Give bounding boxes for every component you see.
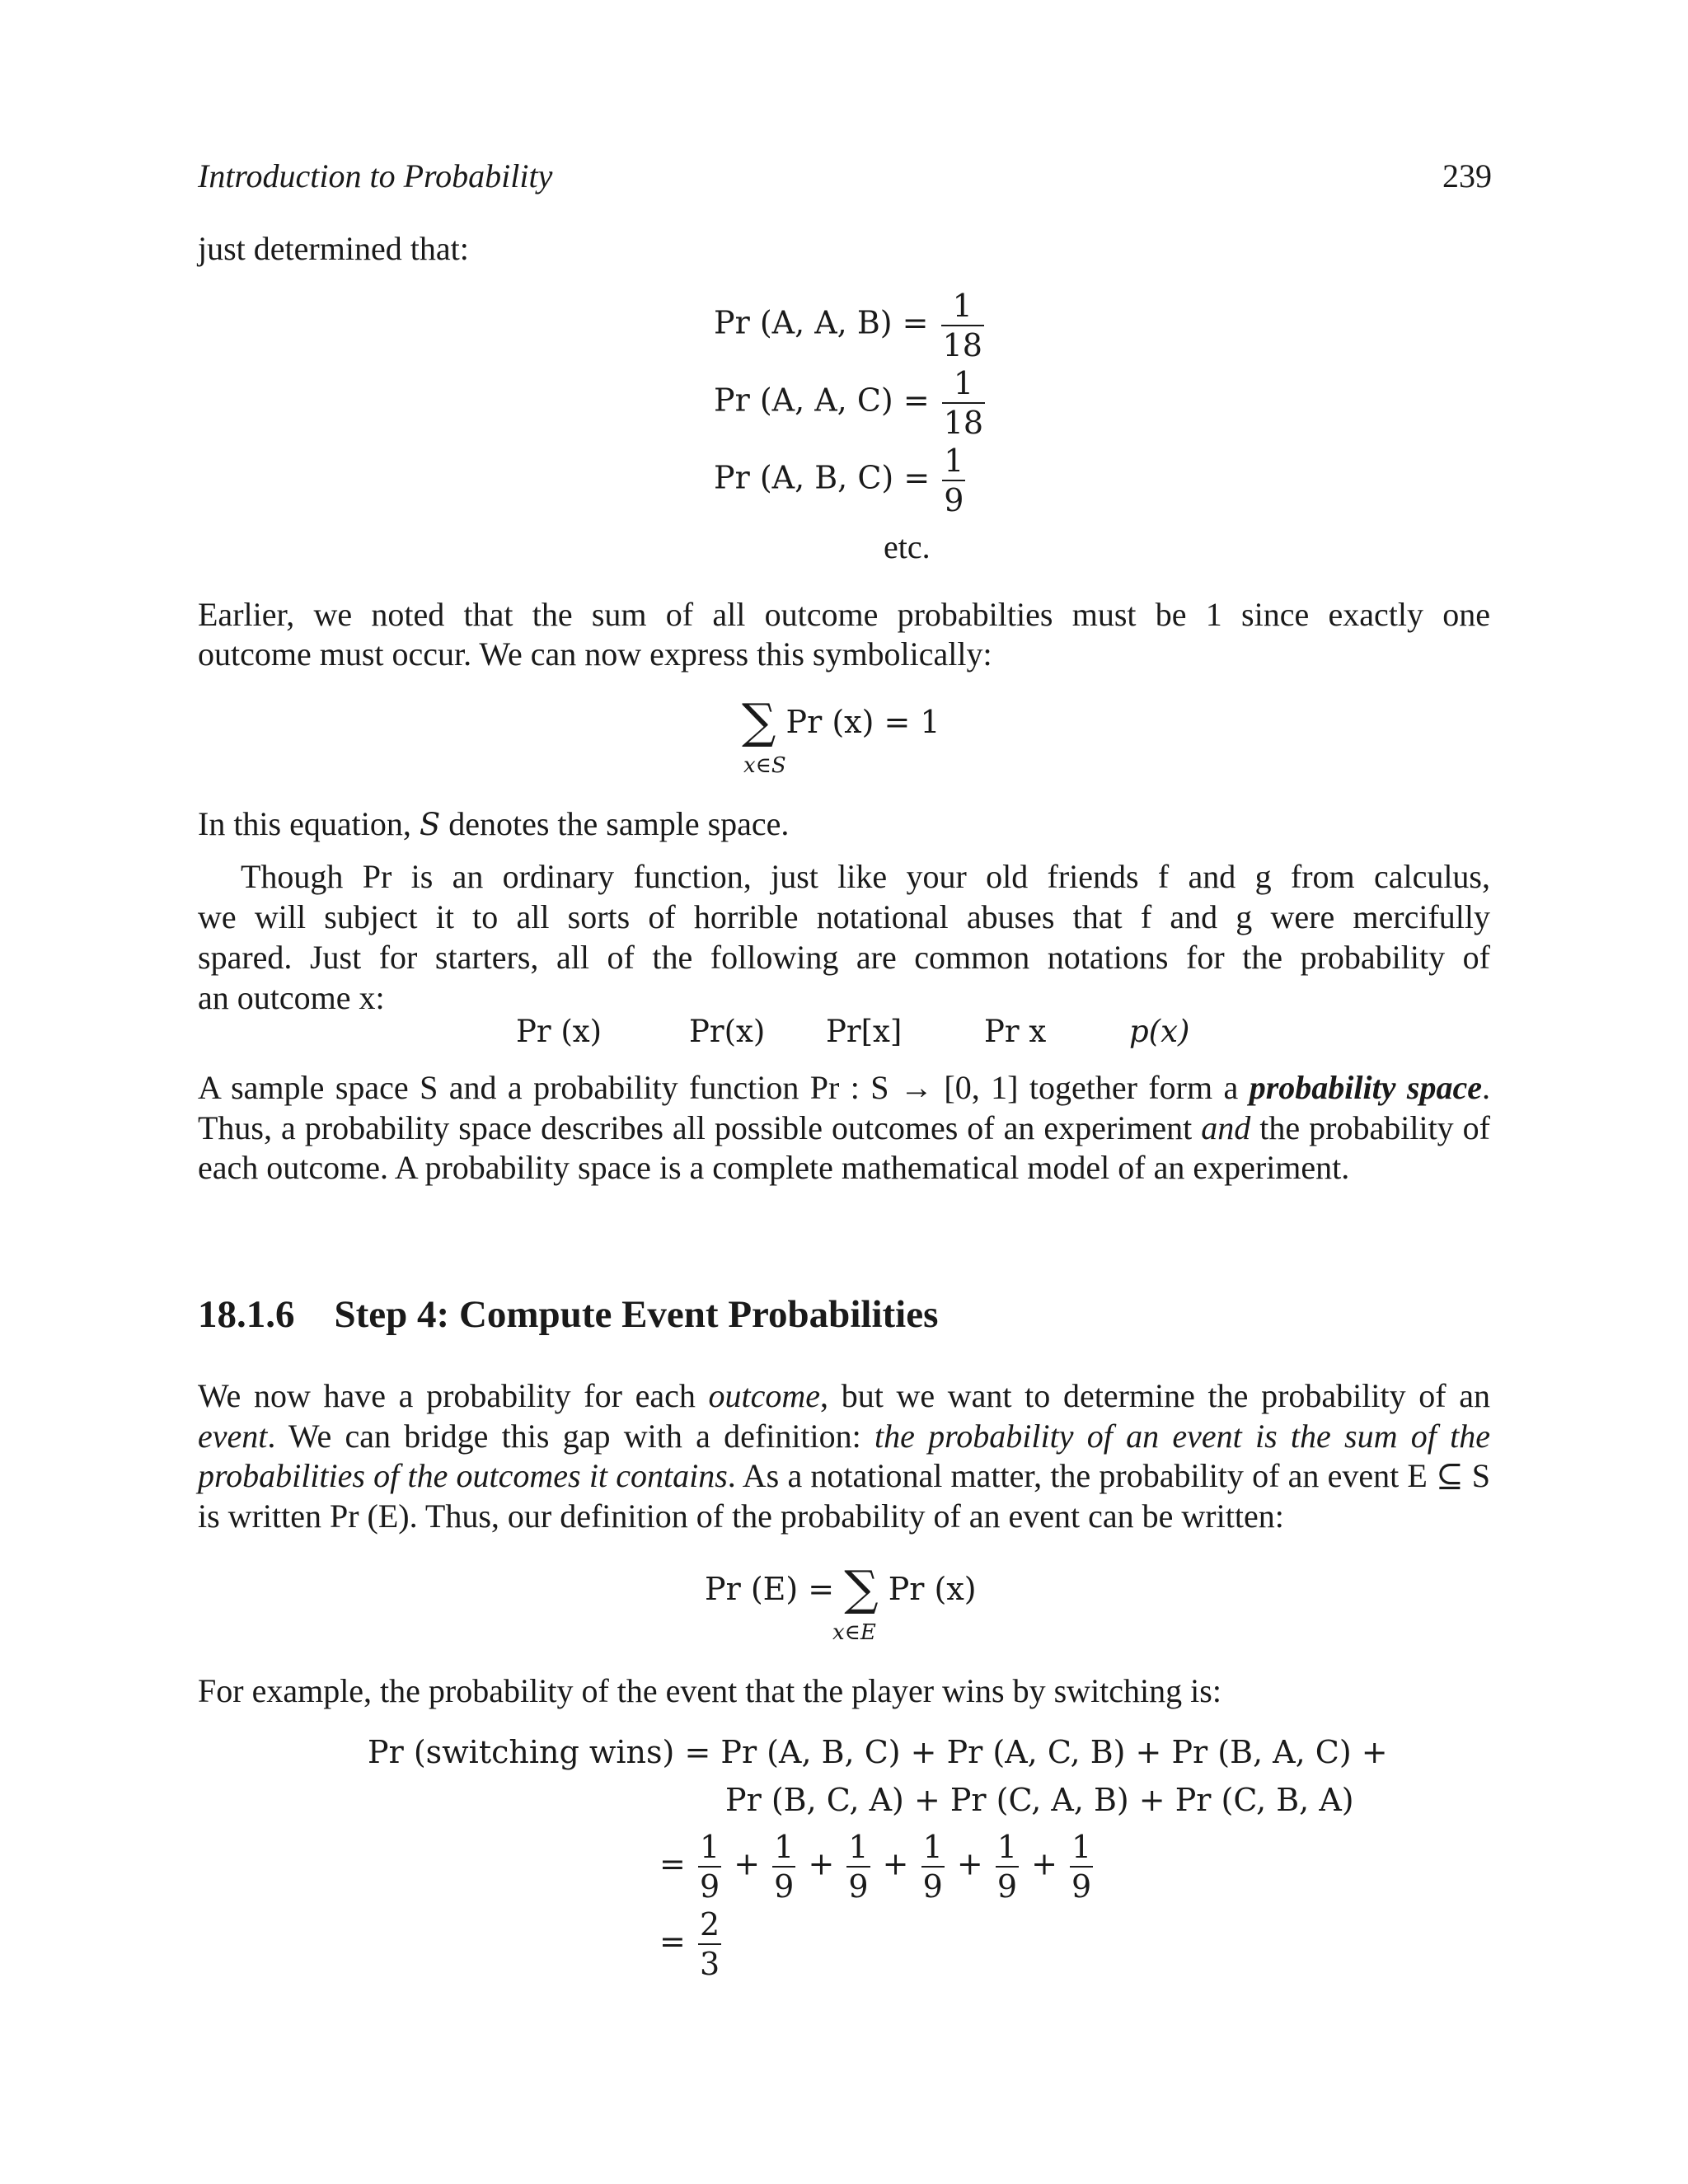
- sum-body: Pr (x) = 1: [785, 704, 940, 740]
- sigma-symbol: ∑: [742, 693, 776, 749]
- fraction: $\frac{2}{3}$: [699, 1906, 720, 1982]
- sum-para-line2: outcome must occur. We can now express this symbolically:: [198, 635, 992, 673]
- notation-item: Pr (x): [516, 1014, 603, 1049]
- notation-item: Pr x: [984, 1014, 1047, 1049]
- example-result: = $\frac{2}{3}$: [659, 1906, 720, 1982]
- section-title: Step 4: Compute Event Probabilities: [334, 1293, 939, 1336]
- fraction: $\frac{1}{9}$: [996, 1829, 1017, 1905]
- fraction: $\frac{1}{9}$: [1071, 1829, 1092, 1905]
- probability-space-para: A sample space S and a probability function Pr : S → [0, 1] together form a probability space. Thus, a probability space describes all possible outcomes of an experiment and the probability of each outcome. A probability space is a complete mathematical model of an experiment.: [198, 1069, 1491, 1186]
- equation-row: Pr (A, B, C) = $\frac{1}{9}$: [714, 443, 964, 518]
- fraction: $\frac{1}{9}$: [944, 443, 964, 518]
- fraction: $\frac{1}{18}$: [942, 288, 982, 363]
- equation-row: Pr (A, A, B) = $\frac{1}{18}$: [714, 288, 982, 363]
- fraction: $\frac{1}{9}$: [922, 1829, 943, 1905]
- etc-label: etc.: [884, 528, 931, 565]
- fraction: $\frac{1}{9}$: [848, 1829, 869, 1905]
- sigma-symbol: ∑: [844, 1560, 879, 1616]
- example-lead: For example, the probability of the event that the player wins by switching is:: [198, 1672, 1221, 1709]
- definition-text: the probability of an event is the sum of the probabilities of the outcomes it contains: [198, 1417, 1491, 1494]
- sum-para-line1: Earlier, we noted that the sum of all outcome probabilties must be 1 since exactly one: [198, 596, 1490, 633]
- notation-item: Pr[x]: [826, 1014, 903, 1049]
- sum-equation: [742, 693, 940, 749]
- fraction: $\frac{1}{9}$: [699, 1829, 720, 1905]
- term-probability-space: probability space: [1249, 1069, 1482, 1106]
- running-title: Introduction to Probability: [198, 157, 553, 194]
- equation-row: Pr (A, A, C) = $\frac{1}{18}$: [714, 365, 984, 441]
- equation-lhs: Pr (A, A, C): [714, 382, 893, 419]
- sum-subscript: x∈S: [743, 753, 786, 778]
- notation-item: Pr(x): [689, 1014, 766, 1049]
- notation-para-line1: Though Pr is an ordinary function, just like your old friends f and g from calculus,: [241, 858, 1490, 895]
- event-sum-equation: Pr (E) = ∑ Pr (x): [705, 1560, 977, 1616]
- example-row1: Pr (switching wins) = Pr (A, B, C) + Pr (A, C, B) + Pr (B, A, C) +: [368, 1734, 1388, 1770]
- example-lhs: Pr (switching wins): [368, 1734, 675, 1770]
- notation-para-line4: an outcome x:: [198, 979, 385, 1016]
- notation-para-line2: we will subject it to all sorts of horrible notational abuses that f and g were mercifully: [198, 898, 1490, 935]
- sample-space-note: In this equation, S denotes the sample space.: [198, 805, 790, 842]
- equation-lhs: Pr (A, A, B): [714, 304, 893, 341]
- section-number: 18.1.6: [198, 1293, 295, 1336]
- section-heading: [198, 1292, 938, 1337]
- equation-lhs: Pr (A, B, C): [714, 459, 894, 496]
- notation-para-line3: spared. Just for starters, all of the following are common notations for the probability of: [198, 939, 1490, 976]
- intro-lead: just determined that:: [198, 230, 469, 267]
- fraction: $\frac{1}{9}$: [774, 1829, 795, 1905]
- page-number: 239: [1442, 157, 1492, 194]
- event-sum-subscript: x∈E: [832, 1620, 876, 1645]
- notation-item: p(x): [1129, 1014, 1190, 1049]
- fraction: $\frac{1}{18}$: [943, 365, 984, 441]
- example-fraction-sum: = $\frac{1}{9}$ + $\frac{1}{9}$ + $\frac{1}{9}$ + $\frac{1}{9}$ + $\frac{1}{9}$ + $\frac{1}{9}$: [659, 1829, 1092, 1905]
- event-definition-para: We now have a probability for each outcome, but we want to determine the probability of an event. We can bridge this gap with a definition: the probability of an event is the sum of the probabilities of the outcomes it contains. As a notational matter, the probability of an event E ⊆ S is written Pr (E). Thus, our definition of the probability of an event can be written:: [198, 1377, 1491, 1535]
- example-row2: Pr (B, C, A) + Pr (C, A, B) + Pr (C, B, A): [725, 1782, 1354, 1818]
